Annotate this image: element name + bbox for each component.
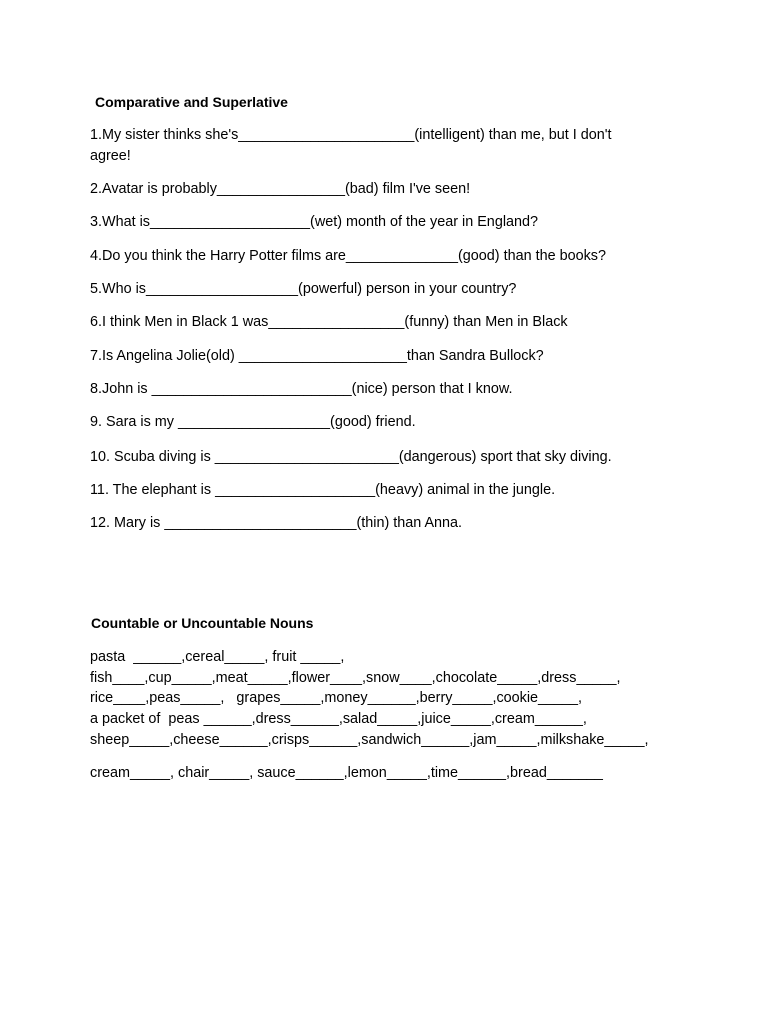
noun-line-3: rice____,peas_____, grapes_____,money______,berry_____,cookie_____, — [90, 690, 583, 706]
question-12: 12. Mary is ________________________(thin) than Anna. — [90, 515, 463, 531]
question-5: 5.Who is___________________(powerful) person in your country? — [90, 281, 517, 297]
question-6: 6.I think Men in Black 1 was_________________(funny) than Men in Black — [90, 314, 568, 330]
question-9: 9. Sara is my ___________________(good) friend. — [90, 414, 416, 430]
noun-line-2: fish____,cup_____,meat_____,flower____,snow____,chocolate_____,dress_____, — [90, 670, 621, 686]
noun-line-1: pasta ______,cereal_____, fruit _____, — [90, 649, 345, 665]
section-title-comparative: Comparative and Superlative — [95, 94, 288, 110]
question-11: 11. The elephant is ____________________(heavy) animal in the jungle. — [90, 482, 556, 498]
question-8: 8.John is _________________________(nice) person that I know. — [90, 381, 513, 397]
question-4: 4.Do you think the Harry Potter films are______________(good) than the books? — [90, 248, 606, 264]
noun-line-5: sheep_____,cheese______,crisps______,sandwich______,jam_____,milkshake_____, — [90, 732, 649, 748]
section-title-countable: Countable or Uncountable Nouns — [91, 615, 314, 631]
question-2: 2.Avatar is probably________________(bad) film I've seen! — [90, 181, 471, 197]
question-7: 7.Is Angelina Jolie(old) _____________________than Sandra Bullock? — [90, 348, 544, 364]
question-1: 1.My sister thinks she's______________________(intelligent) than me, but I don't agree! — [90, 127, 616, 164]
noun-line-4: a packet of peas ______,dress______,salad_____,juice_____,cream______, — [90, 711, 587, 727]
noun-line-6: cream_____, chair_____, sauce______,lemon_____,time______,bread_______ — [90, 765, 603, 781]
question-3: 3.What is____________________(wet) month of the year in England? — [90, 214, 539, 230]
question-10: 10. Scuba diving is _______________________(dangerous) sport that sky diving. — [90, 449, 612, 465]
